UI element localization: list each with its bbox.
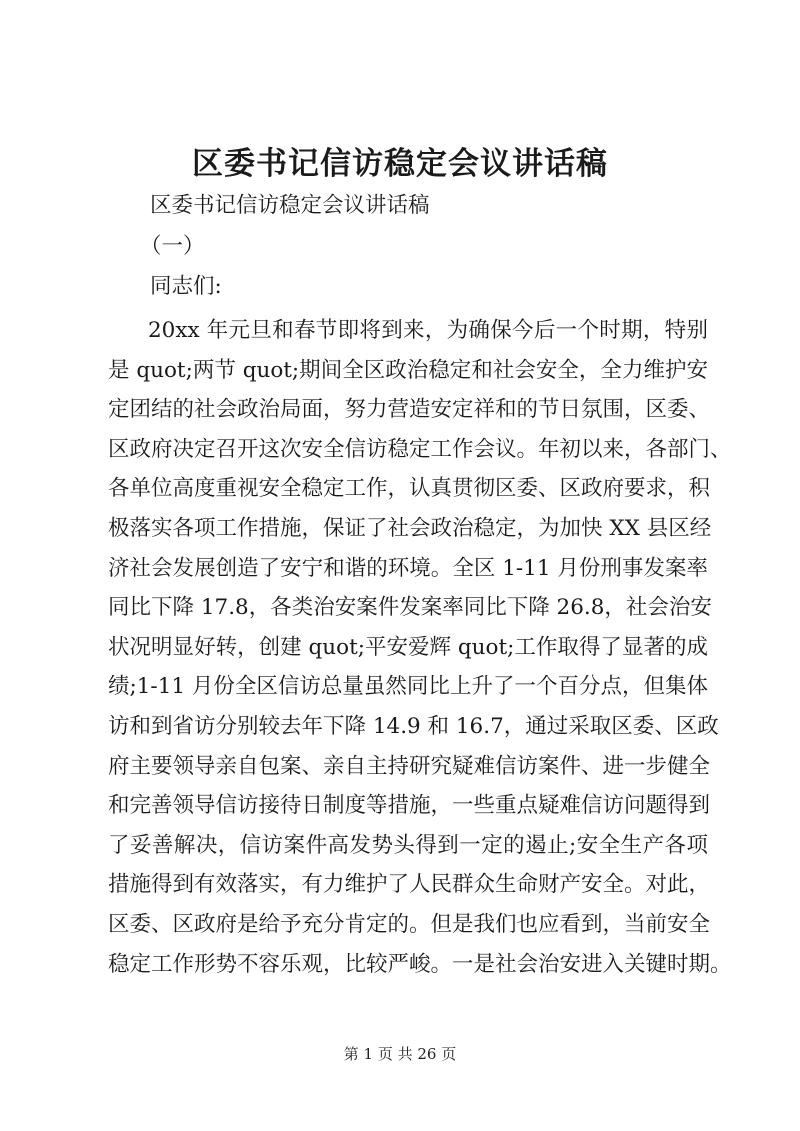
body-line: 同比下降 17.8，各类治安案件发案率同比下降 26.8，社会治安	[108, 595, 712, 621]
body-line: 措施得到有效落实，有力维护了人民群众生命财产安全。对此，	[108, 872, 711, 898]
body-line: 状况明显好转，创建 quot;平安爱辉 quot;工作取得了显著的成	[108, 634, 708, 660]
body-line: 和完善领导信访接待日制度等措施，一些重点疑难信访问题得到	[108, 793, 711, 819]
speech-body	[108, 311, 732, 984]
section-marker: （一）	[140, 234, 205, 259]
body-line: 是 quot;两节 quot;期间全区政治稳定和社会安全，全力维护安	[108, 357, 708, 383]
body-line: 府主要领导亲自包案、亲自主持研究疑难信访案件、进一步健全	[108, 753, 711, 779]
body-line: 极落实各项工作措施，保证了社会政治稳定，为加快 XX 县区经	[108, 515, 712, 541]
page-footer: 第 1 页 共 26 页	[343, 1045, 457, 1063]
body-line: 各单位高度重视安全稳定工作，认真贯彻区委、区政府要求，积	[108, 476, 711, 502]
body-line: 济社会发展创造了安宁和谐的环境。全区 1-11 月份刑事发案率	[108, 555, 708, 581]
page-title: 区委书记信访稳定会议讲话稿	[192, 146, 608, 182]
body-line: 稳定工作形势不容乐观，比较严峻。一是社会治安进入关键时期。	[108, 951, 732, 977]
document-subtitle: 区委书记信访稳定会议讲话稿	[150, 193, 430, 218]
body-line: 定团结的社会政治局面，努力营造安定祥和的节日氛围，区委、	[108, 397, 711, 423]
salutation: 同志们:	[150, 274, 222, 299]
body-line: 访和到省访分别较去年下降 14.9 和 16.7，通过采取区委、区政	[108, 713, 719, 739]
body-line: 区委、区政府是给予充分肯定的。但是我们也应看到，当前安全	[108, 911, 711, 937]
body-line: 了妥善解决，信访案件高发势头得到一定的遏止;安全生产各项	[108, 832, 708, 858]
body-line: 绩;1-11 月份全区信访总量虽然同比上升了一个百分点，但集体	[108, 674, 708, 700]
body-line: 20xx 年元旦和春节即将到来，为确保今后一个时期，特别	[148, 318, 708, 343]
body-line: 区政府决定召开这次安全信访稳定工作会议。年初以来，各部门、	[108, 436, 732, 462]
